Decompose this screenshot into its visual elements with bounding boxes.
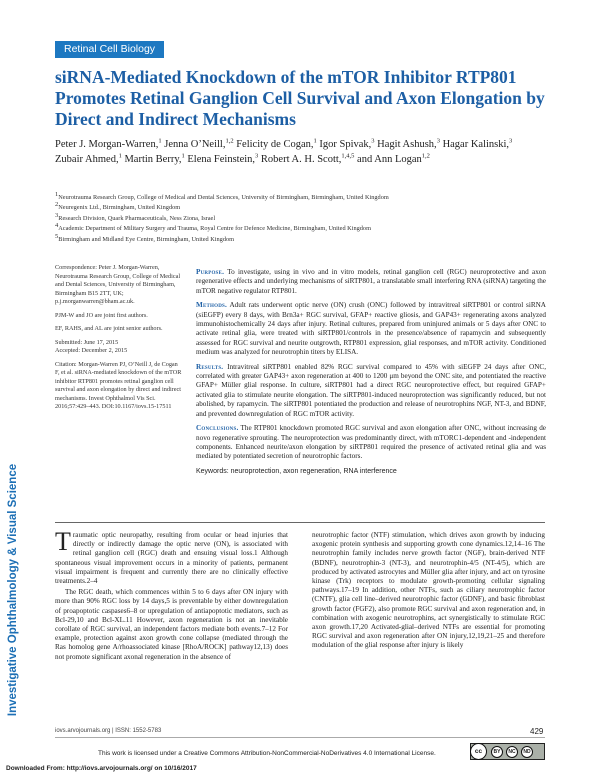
conclusions-label: Conclusions. bbox=[196, 424, 239, 433]
cc-nd-icon: ND bbox=[521, 746, 533, 758]
citation: Citation: Morgan-Warren PJ, O’Neill J, de Cogan F, et al. siRNA-mediated knockdown of the mTOR inhibitor RTP801 promotes retinal ganglion cell survival and axon elongation by direct and indirect mechanisms. Invest Ophthalmol Vis Sci. 2016;57:429–443. DOI:10.1167/iovs.15-17511 bbox=[55, 360, 182, 410]
cc-icon: cc bbox=[470, 743, 487, 760]
affiliation-number: 3 bbox=[55, 211, 59, 219]
abstract bbox=[196, 268, 546, 481]
affiliations bbox=[55, 190, 555, 245]
cc-terms bbox=[491, 746, 533, 758]
methods-text: Adult rats underwent optic nerve (ON) crush (ONC) followed by intravitreal siRTP801 or control siRNA (siEGFP) every 8 days, with Brn3a+ RGC survival, GFAP+ reactive gliosis, and GAP43+ regenerating axons analyzed immunohistochemically 24 days after injury. Retinal cultures, prepared from uninjured animals or 5 days after ONC to activate retinal glia, were treated with siRTP801/controls in the presence/absence of rapamycin and subsequently assessed for RGC survival and neurite outgrowth, RTP801 expression, glial responses, and mTOR activity. Conditioned medium was analyzed for neurotrophin titers by ELISA. bbox=[196, 301, 546, 357]
author-affiliation-mark: 1 bbox=[158, 137, 162, 145]
section-badge: Retinal Cell Biology bbox=[55, 41, 164, 58]
affiliation-number: 1 bbox=[55, 190, 59, 198]
submitted-date: Submitted: June 17, 2015 bbox=[55, 338, 119, 346]
license-text[interactable]: This work is licensed under a Creative Commons Attribution-NonCommercial-NoDerivatives 4.0 International License. bbox=[98, 750, 436, 757]
author-list bbox=[55, 137, 535, 167]
cc-license-badge[interactable] bbox=[470, 743, 545, 760]
keywords: Keywords: neuroprotection, axon regeneration, RNA interference bbox=[196, 467, 397, 475]
intro-paragraph-1-text: raumatic optic neuropathy, resulting from ocular or head injuries that directly or indirectly damage the optic nerve (ON), is associated with retinal ganglion cell (RGC) death and ensuing visual loss.1 Although spontaneous visual improvement occurs in a minority of patients, permanent visual impairment is frequent and currently there are no clinically effective treatments.2–4 bbox=[55, 531, 288, 586]
author-affiliation-mark: 1,4,5 bbox=[341, 152, 355, 160]
affiliation-number: 4 bbox=[55, 222, 59, 230]
affiliation-row bbox=[55, 203, 555, 213]
intro-paragraph-3: neurotrophic factor (NTF) stimulation, which drives axon growth by inducing axogenic protein synthesis and supporting growth cone dynamics.12,14–16 The neurotrophin family includes nerve growth factor (NGF), brain-derived NTF (BDNF), neurotrophin-3 (NT-3), and neurotrophin-4/5 (NT-4/5), which are produced by activated astrocytes and Müller glia after injury, and act on tyrosine kinase (Trk) receptors to modulate growth-promoting cellular signaling pathways.17–19 In addition, other NTFs, such as ciliary neurotrophic factor (CNTF), glia cell line–derived neurotrophic factor (GDNF), and basic fibroblast growth factor (FGF2), also promote RGC survival and axon regeneration and, in combination with axogenic neurotrophins, act synergistically to stimulate RGC axon growth.17,20 Activated-glial–derived NTFs are essential for promoting RGC survival and axon regeneration after ON injury,12,19,21–25 and therefore modulation of the glial response after injury is likely bbox=[312, 531, 545, 650]
affiliation-text: Neuregenix Ltd., Birmingham, United Kingdom bbox=[58, 204, 181, 212]
drop-cap: T bbox=[55, 527, 71, 556]
cc-nc-icon: NC bbox=[506, 746, 518, 758]
journal-side-title-text: Investigative Ophthalmology & Visual Science bbox=[7, 463, 20, 717]
author-name: Jenna O’Neill, bbox=[164, 139, 226, 150]
affiliation-number: 2 bbox=[55, 201, 59, 209]
author-name: Hagit Ashush, bbox=[377, 139, 437, 150]
affiliation-text: Birmingham and Midland Eye Centre, Birmingham, United Kingdom bbox=[58, 235, 235, 243]
author-name: Elena Feinstein, bbox=[187, 154, 256, 165]
author-affiliation-mark: 1,2 bbox=[421, 152, 430, 160]
joint-senior-note: EF, RAHS, and AL are joint senior authors. bbox=[55, 325, 163, 332]
cc-by-icon: BY bbox=[491, 746, 503, 758]
author-name: Zubair Ahmed, bbox=[55, 154, 119, 165]
methods-label: Methods. bbox=[196, 301, 228, 310]
purpose-label: Purpose. bbox=[196, 268, 225, 276]
accepted-date: Accepted: December 2, 2015 bbox=[55, 347, 128, 354]
affiliation-row bbox=[55, 190, 555, 203]
article-title: siRNA-Mediated Knockdown of the mTOR Inhibitor RTP801 Promotes Retinal Ganglion Cell Survival and Axon Elongation by Direct and Indirect Mechanisms bbox=[55, 67, 545, 129]
affiliation-text: Academic Department of Military Surgery and Trauma, Royal Centre for Defence Medicine, Birmingham, United Kingdom bbox=[58, 225, 371, 233]
abstract-conclusions bbox=[196, 424, 546, 462]
author-name: Peter J. Morgan-Warren, bbox=[55, 139, 159, 150]
issn-footer: iovs.arvojournals.org | ISSN: 1552-5783 bbox=[55, 728, 162, 734]
author-name: and Ann Logan bbox=[357, 154, 422, 165]
author-name: Robert A. H. Scott, bbox=[260, 154, 342, 165]
affiliation-row bbox=[55, 211, 555, 224]
footer-divider bbox=[55, 737, 545, 738]
affiliation-number: 5 bbox=[55, 232, 59, 240]
author-name: Felicity de Cogan, bbox=[236, 139, 314, 150]
purpose-text: To investigate, using in vivo and in vitro models, retinal ganglion cell (RGC) neuroprotective and axon regenerative effects and underlying mechanisms of siRTP801, a translatable small interfering RNA (siRNA) targeting the mTOR negative regulator RTP801. bbox=[196, 268, 546, 295]
author-affiliation-mark: 1 bbox=[181, 152, 185, 160]
affiliation-text: Neurotrauma Research Group, College of Medical and Dental Sciences, University of Birmingham, Birmingham, United Kingdom bbox=[58, 194, 389, 201]
journal-side-title bbox=[6, 463, 20, 717]
author-affiliation-mark: 3 bbox=[509, 137, 513, 145]
author-affiliation-mark: 3 bbox=[436, 137, 440, 145]
body-column-2 bbox=[312, 531, 545, 653]
affiliation-row bbox=[55, 224, 555, 234]
article-info-sidebar bbox=[55, 264, 183, 417]
correspondence: Correspondence: Peter J. Morgan-Warren, Neurotrauma Research Group, College of Medical and Dental Sciences, University of Birmingham, Birmingham B15 2TT, UK; p.j.morganwarren@bham.ac.uk. bbox=[55, 264, 181, 305]
abstract-methods bbox=[196, 301, 546, 357]
author-affiliation-mark: 3 bbox=[371, 137, 375, 145]
abstract-purpose bbox=[196, 268, 546, 296]
dates bbox=[55, 339, 183, 356]
author-name: Martin Berry, bbox=[124, 154, 182, 165]
author-affiliation-mark: 3 bbox=[255, 152, 259, 160]
body-column-1 bbox=[55, 527, 288, 664]
section-divider bbox=[55, 522, 545, 523]
page-number: 429 bbox=[530, 727, 544, 736]
results-label: Results. bbox=[196, 362, 224, 371]
affiliation-row bbox=[55, 232, 555, 245]
affiliation-text: Research Division, Quark Pharmaceuticals, Ness Ziona, Israel bbox=[58, 214, 216, 222]
conclusions-text: The RTP801 knockdown promoted RGC survival and axon elongation after ONC, without increasing de novo regenerative sprouting. The neuroprotection was predominantly direct, with mTORC1-dependent and -independent components. Enhanced neurite/axon elongation by siRTP801 required the presence of activated retinal glia and was mediated by potentiated secretion of neurotrophic factors. bbox=[196, 424, 546, 461]
abstract-results bbox=[196, 363, 546, 419]
joint-first-note: PJM-W and JO are joint first authors. bbox=[55, 311, 148, 319]
author-name: Hagar Kalinski, bbox=[442, 139, 510, 150]
author-affiliation-mark: 1 bbox=[313, 137, 317, 145]
intro-paragraph-1 bbox=[55, 527, 288, 586]
author-affiliation-mark: 1 bbox=[118, 152, 122, 160]
author-affiliation-mark: 1,2 bbox=[225, 137, 234, 145]
author-name: Igor Spivak, bbox=[319, 139, 372, 150]
intro-paragraph-2: The RGC death, which commences within 5 to 6 days after ON injury with more than 90% RGC loss by 14 days,5 is preventable by either downregulation of proapoptotic caspases6–8 or upregulation of antiapoptotic mediators, such as Bcl-29,10 and Bcl-XL.11 However, axon regeneration is not an inevitable corollate of RGC survival, an independent factors mediate both events.7–12 For example, protection against axon growth cone collapse (mediated through the Ras homolog gene A/rhoassociated kinase [RhoA/ROCK] pathway12,13) does not promote significant axonal regeneration in the absence of bbox=[55, 588, 288, 661]
results-text: Intravitreal siRTP801 enabled 82% RGC survival compared to 45% with siEGFP 24 days after ONC, correlated with greater GAP43+ axon regeneration at 400 to 1200 μm beyond the ONC site, and potentiated the reactive GFAP+ Müller glial response. In culture, siRTP801 had a direct RGC neuroprotective effect, but required GFAP+ activated glia to stimulate neurite elongation. The siRTP801-induced neuroprotection was significantly reduced, but not abolished, by rapamycin. The siRTP801 potentiated the production and release of neurotrophins NGF, NT-3, and BDNF, and prevented downregulation of RGC mTOR activity. bbox=[196, 362, 546, 418]
download-stamp: Downloaded From: http://iovs.arvojournals.org/ on 10/16/2017 bbox=[6, 765, 197, 772]
